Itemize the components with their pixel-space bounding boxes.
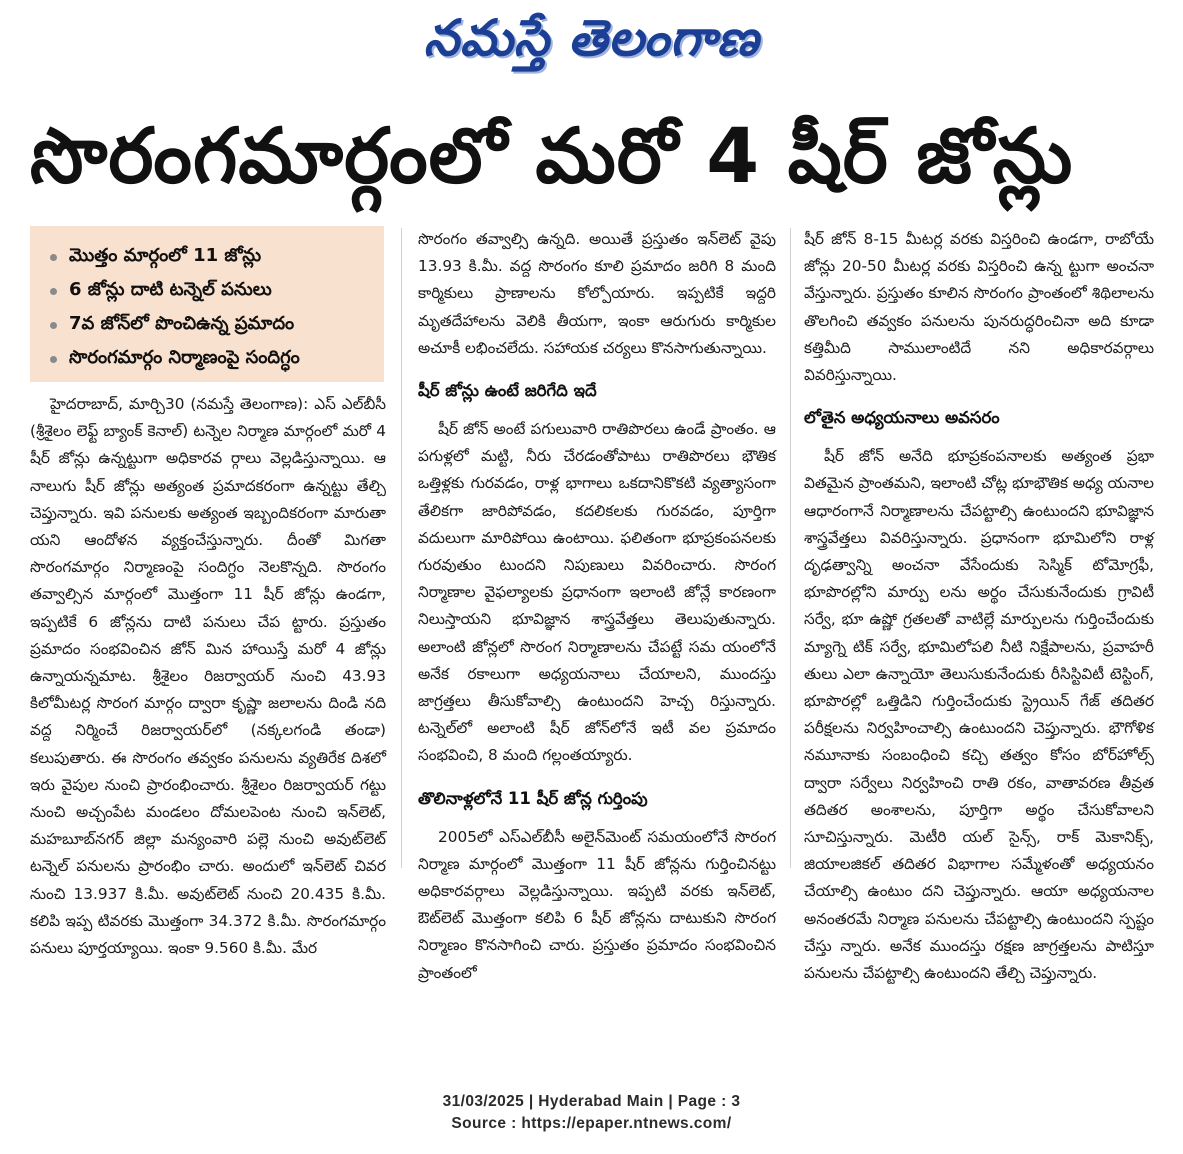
- highlight-item: [50, 274, 378, 308]
- highlight-text: 6 జోన్లు దాటి టన్నెల్ పనులు: [69, 278, 272, 300]
- section-subheading: షీర్ జోన్లు ఉంటే జరిగేది ఇదే: [418, 381, 597, 401]
- body-paragraph: షీర్ జోన్ 8-15 మీటర్ల వరకు విస్తరించి ఉండగా, రాబోయే జోన్లు 20-50 మీటర్ల వరకు విస్తరించి ఉన్న ట్టుగా అంచనా వేస్తున్నారు. ప్రస్తుతం కూలిన సొరంగం ప్రాంతంలో శిథిలాలను తొలగించి తవ్వకం పనులను పునరుద్ధరించినా అది కూడా కత్తిమీది సాములాంటిదే నని అధికారవర్గాలు వివరిస్తున్నాయి.: [804, 230, 1154, 385]
- bullet-icon: [50, 254, 57, 261]
- column-divider: [790, 228, 791, 868]
- highlight-item: [50, 342, 378, 376]
- article-column-1: [30, 391, 386, 962]
- footer-source-link[interactable]: Source : https://epaper.ntnews.com/: [451, 1115, 732, 1132]
- body-paragraph: షీర్ జోన్ అనేది భూప్రకంపనాలకు అత్యంత ప్రభా వితమైన ప్రాంతమని, ఇలాంటి చోట్ల భూభౌతిక అధ్య యనాల ఆధారంగానే నిర్మాణాలను చేపట్టాల్సి ఉంటుందని భూవిజ్ఞాన శాస్త్రవేత్తలు వివరిస్తున్నారు. ప్రధానంగా భూమిలోని రాళ్ల దృఢత్వాన్ని అంచనా వేసేందుకు సెస్మిక్ టోమోగ్రఫీ, భూపొరల్లోని మార్పు లను అర్థం చేసుకునేందుకు గ్రావిటీ సర్వే, భూ ఉష్ణో గ్రతలతో వాటిల్లే మార్పులను గుర్తించేందుకు మ్యాగ్నె టిక్ సర్వే, భూమిలోపలి నీటి నిక్షేపాలను, ప్రవాహరీ తులు ఎలా ఉన్నాయో తెలుసుకునేందుకు రీసిస్టివిటీ టెస్టింగ్, భూపొరల్లో ఒత్తిడిని గుర్తించేందుకు స్ట్రెయిన్ గేజ్ తదితర పరీక్షలను నిర్వహించాల్సి ఉంటుందని చెప్తున్నారు. భౌగోళిక నమూనాకు సంబంధించి కచ్చి తత్వం కోసం బోర్‌హోల్స్ ద్వారా సర్వేలు నిర్వహించి రాతి రకం, వాతావరణ తీవ్రత తదితర అంశాలను, పూర్తిగా అర్థం చేసుకోవాలని సూచిస్తున్నారు. మెటీరి యల్ సైన్స్, రాక్ మెకానిక్స్, జియాలజికల్ తదితర విభాగాల సమ్మేళంతో అధ్యయనం చేయాల్సి ఉంటుం దని చెప్తున్నారు. ఆయా అధ్యయనాల అనంతరమే నిర్మాణ పనులను చేపట్టాల్సి ఉంటుందని స్పష్టం చేస్తు న్నారు. అనేక ముందస్తు రక్షణ జాగ్రత్తలను పాటిస్తూ పనులను చేపట్టాల్సి ఉంటుందని తేల్చి చెప్తున్నారు.: [804, 447, 1155, 983]
- highlight-item: [50, 308, 378, 342]
- highlight-text: 7వ జోన్‌లో పొంచిఉన్న ప్రమాదం: [69, 312, 295, 334]
- highlight-text: సొరంగమార్గం నిర్మాణంపై సందిగ్ధం: [69, 346, 300, 368]
- body-paragraph: 2005లో ఎస్‌ఎల్‌బీసీ అలైన్‌మెంట్ సమయంలోనే సొరంగ నిర్మాణ మార్గంలో మొత్తంగా 11 షీర్ జోన్లను గుర్తించినట్టు అధికారవర్గాలు వెల్లడిస్తున్నాయి. ఇప్పటి వరకు ఇన్‌లెట్, ఔట్‌లెట్ మొత్తంగా కలిపి 6 షీర్ జోన్లను దాటుకుని సొరంగ నిర్మాణం కొనసాగించి చారు. ప్రస్తుతం ప్రమాదం సంభవించిన ప్రాంతంలో: [418, 827, 776, 982]
- body-paragraph: సొరంగం తవ్వాల్సి ఉన్నది. అయితే ప్రస్తుతం ఇన్‌లెట్ వైపు 13.93 కి.మీ. వద్ద సొరంగం కూలి ప్రమాదం జరిగి 8 మంది కార్మికులు ప్రాణాలను కోల్పోయారు. ఇప్పటికే ఇద్దరి మృతదేహాలను వెలికి తీయగా, ఇంకా ఆరుగురు కార్మికుల అచూకీ లభించలేదు. సహాయక చర్యలు కొనసాగుతున్నాయి.: [418, 230, 776, 357]
- bullet-icon: [50, 288, 57, 295]
- footer-edition-info: 31/03/2025 | Hyderabad Main | Page : 3: [442, 1093, 741, 1110]
- newspaper-masthead: నమస్తే తెలంగాణ: [423, 8, 760, 67]
- highlight-text: మొత్తం మార్గంలో 11 జోన్లు: [69, 244, 262, 266]
- bullet-icon: [50, 356, 57, 363]
- highlight-item: [50, 240, 378, 274]
- article-headline: సొరంగమార్గంలో మరో 4 షీర్ జోన్లు: [30, 111, 1074, 200]
- article-column-2: [418, 226, 776, 987]
- section-subheading: తొలినాళ్లలోనే 11 షీర్ జోన్ల గుర్తింపు: [418, 788, 648, 808]
- column-divider: [401, 228, 402, 868]
- bullet-icon: [50, 322, 57, 329]
- article-column-3: [804, 226, 1154, 987]
- body-paragraph: షీర్ జోన్ అంటే పగులువారి రాతిపొరలు ఉండే ప్రాంతం. ఆ పగుళ్లలో మట్టి, నీరు చేరడంతోపాటు రాతిపొరలు భౌతిక ఒత్తిళ్లకు గురవడం, రాళ్ల భాగాలు ఒకదానికొకటి వ్యత్యాసంగా తేలికగా జారిపోవడం, కదలికలకు గురవడం, పూర్తిగా వదులుగా మారిపోయి ఉంటాయి. ఫలితంగా భూప్రకంపనలకు గురవుతుం టుందని నిపుణులు వివరించారు. సొరంగ నిర్మాణాల వైఫల్యాలకు ప్రధానంగా ఇలాంటి జోన్లే కారణంగా నిలుస్తాయని భూవిజ్ఞాన శాస్త్రవేత్తలు తెలుపుతున్నారు. అలాంటి జోన్లలో సొరంగ నిర్మాణాలను చేపట్టే సమ యంలోనే అనేక రకాలుగా అధ్యయనాలు చేయాలని, ముందస్తు జాగ్రత్తలు తీసుకోవాల్సి ఉంటుందని హెచ్చ రిస్తున్నారు. టన్నెల్‌లో అలాంటి షీర్ జోన్‌లోనే ఇటీ వల ప్రమాదం సంభవించి, 8 మంది గల్లంతయ్యారు.: [418, 420, 776, 765]
- highlights-box: [30, 226, 384, 382]
- body-paragraph: హైదరాబాద్, మార్చి30 (నమస్తే తెలంగాణ): ఎస్ ఎల్‌బీసీ (శ్రీశైలం లెఫ్ట్ బ్యాంక్ కెనాల్) టన్నెల నిర్మాణ మార్గంలో మరో 4 షీర్ జోన్లు ఉన్నట్టుగా అధికారవ ర్గాలు వెల్లడిస్తున్నాయి. ఆ నాలుగు షీర్ జోన్లు అత్యంత ప్రమాదకరంగా ఉన్నట్టు తేల్చి చెప్తున్నారు. ఇవి పనులకు అత్యంత ఇబ్బందికరంగా మారుతా యని ఆందోళన వ్యక్తంచేస్తున్నారు. దీంతో మిగతా సొరంగమార్గం నిర్మాణంపై సందిగ్ధం నెలకొన్నది. సొరంగం తవ్వాల్సిన మార్గంలో మొత్తంగా 11 షీర్ జోన్లు ఉండగా, ఇప్పటికే 6 జోన్లను దాటి పనులు చేప ట్టారు. ప్రస్తుతం ప్రమాదం సంభవించిన జోన్ మిన హాయిస్తే మరో 4 జోన్లు ఉన్నాయన్నమాట. శ్రీశైలం రిజర్వాయర్ నుంచి 43.93 కిలోమీటర్ల సొరంగ మార్గం ద్వారా కృష్ణా జలాలను దిండి నది వద్ద నిర్మించే రిజర్వాయర్‌లో (నక్కలగండి తండా) కలుపుతారు. ఈ సొరంగం తవ్వకం పనులను వ్యతిరేక దిశలో ఇరు వైపుల నుంచి ప్రారంభించారు. శ్రీశైలం రిజర్వాయర్ గట్టు నుంచి అచ్చంపేట మండలం దోమలపెంట నుంచి ఇన్‌లెట్, మహబూబ్‌నగర్ జిల్లా మన్యంవారి పల్లె నుంచి అవుట్‌లెట్ టన్నెల్ పనులను ప్రారంభిం చారు. అందులో ఇన్‌లెట్ చివర నుంచి 13.937 కి.మీ. అవుట్‌లెట్ నుంచి 20.435 కి.మీ. కలిపి ఇప్ప టివరకు మొత్తంగా 34.372 కి.మీ. సొరంగమార్గం పనులు పూర్తయ్యాయి. ఇంకా 9.560 కి.మీ. మేర: [30, 395, 386, 958]
- section-subheading: లోతైన అధ్యయనాలు అవసరం: [804, 408, 1000, 428]
